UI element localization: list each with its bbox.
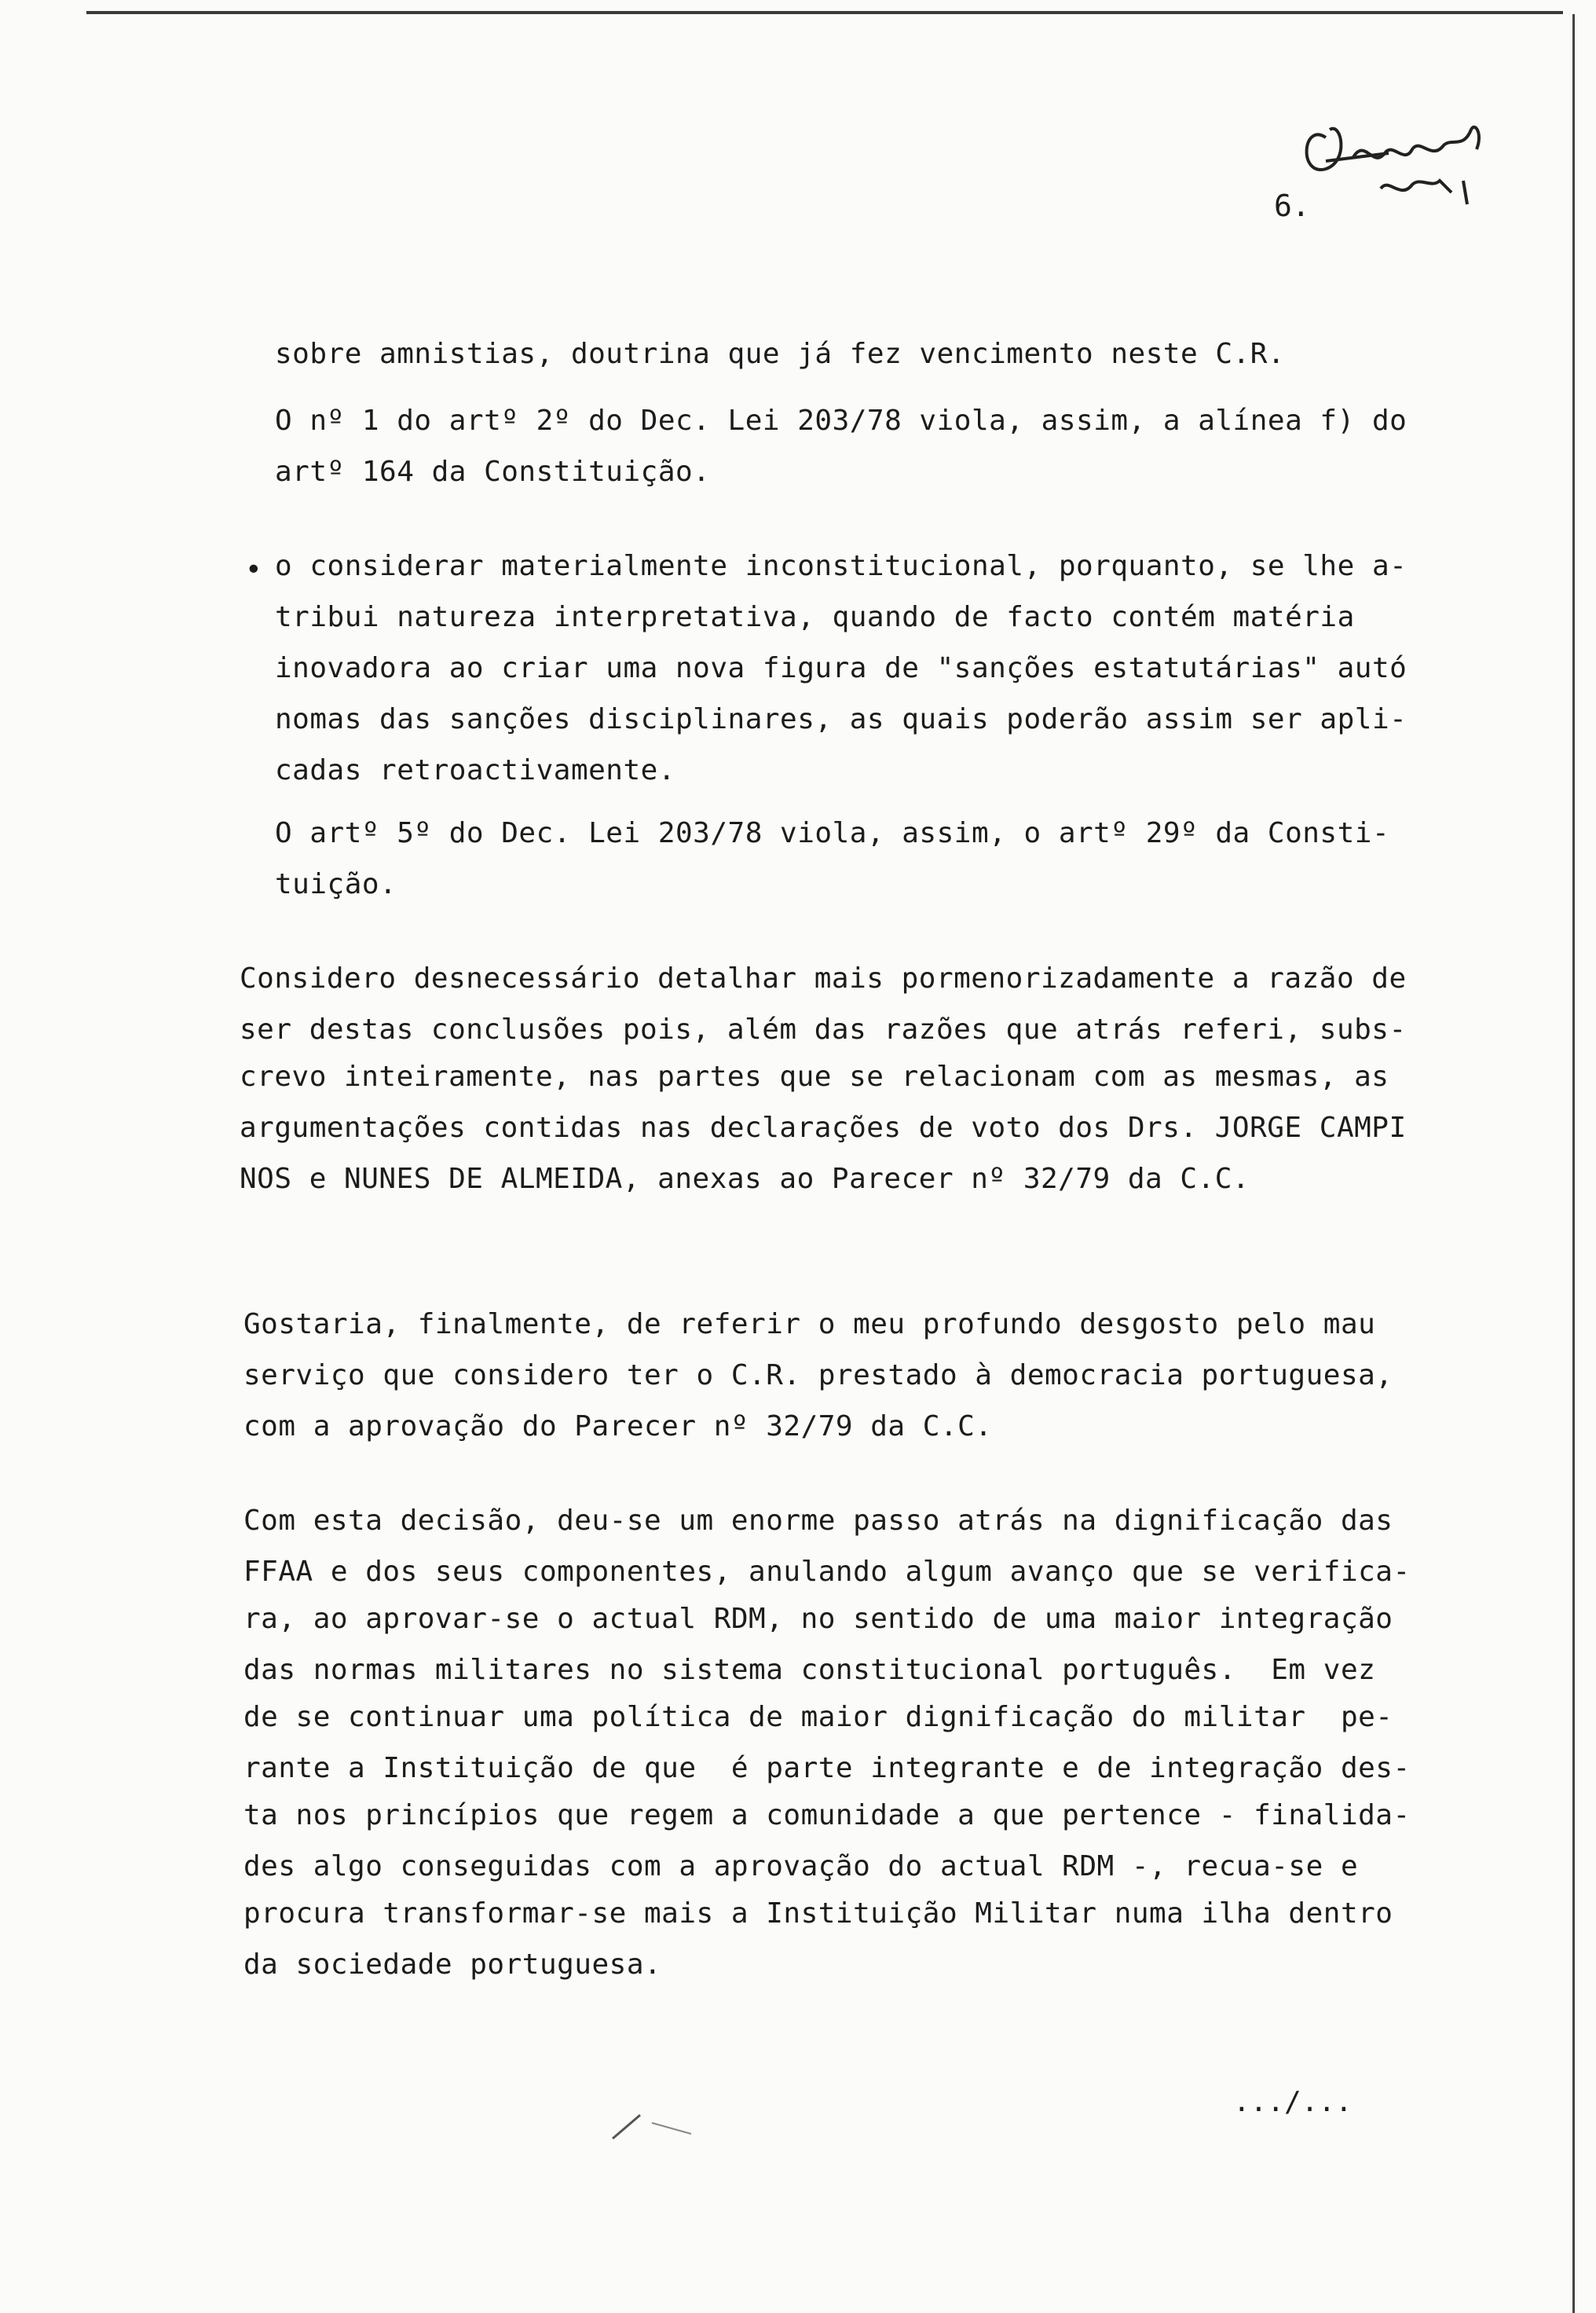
text-line: sobre amnistias, doutrina que já fez vencimento neste C.R.: [275, 338, 1286, 370]
text-line: des algo conseguidas com a aprovação do actual RDM -, recua-se e: [243, 1850, 1359, 1882]
text-line: FFAA e dos seus componentes, anulando algum avanço que se verifica-: [243, 1556, 1411, 1588]
page-number: 6.: [1274, 189, 1310, 223]
text-line: da sociedade portuguesa.: [243, 1948, 662, 1981]
right-edge-line: [1572, 14, 1575, 2313]
text-line: o considerar materialmente inconstitucional, porquanto, se lhe a-: [275, 550, 1407, 582]
text-line: com a aprovação do Parecer nº 32/79 da C.C.: [243, 1410, 993, 1442]
pen-stroke-mark: [605, 2106, 715, 2145]
text-line: O artº 5º do Dec. Lei 203/78 viola, assim, o artº 29º da Consti-: [275, 817, 1390, 849]
top-edge-line: [86, 11, 1563, 14]
text-line: tuição.: [275, 868, 397, 900]
text-line: crevo inteiramente, nas partes que se relacionam com as mesmas, as: [240, 1061, 1389, 1093]
text-line: das normas militares no sistema constitucional português. Em vez: [243, 1654, 1376, 1686]
text-line: ra, ao aprovar-se o actual RDM, no sentido de uma maior integração: [243, 1603, 1393, 1635]
text-line: tribui natureza interpretativa, quando de facto contém matéria: [275, 601, 1355, 633]
text-line: O nº 1 do artº 2º do Dec. Lei 203/78 viola, assim, a alínea f) do: [275, 405, 1407, 437]
continuation-mark: .../...: [1233, 2086, 1353, 2118]
text-line: Gostaria, finalmente, de referir o meu profundo desgosto pelo mau: [243, 1308, 1376, 1340]
text-line: procura transformar-se mais a Instituição Militar numa ilha dentro: [243, 1897, 1393, 1930]
text-line: argumentações contidas nas declarações de voto dos Drs. JORGE CAMPI: [240, 1112, 1407, 1144]
text-line: inovadora ao criar uma nova figura de "sanções estatutárias" autó: [275, 652, 1407, 684]
bullet-mark: •: [245, 554, 262, 586]
text-line: de se continuar uma política de maior dignificação do militar pe-: [243, 1701, 1393, 1733]
text-line: serviço que considero ter o C.R. prestado à democracia portuguesa,: [243, 1359, 1393, 1391]
text-line: artº 164 da Constituição.: [275, 456, 711, 488]
text-line: rante a Instituição de que é parte integrante e de integração des-: [243, 1752, 1411, 1784]
text-line: Considero desnecessário detalhar mais pormenorizadamente a razão de: [240, 962, 1407, 995]
text-line: ta nos princípios que regem a comunidade a que pertence - finalida-: [243, 1799, 1411, 1831]
text-line: nomas das sanções disciplinares, as quais poderão assim ser apli-: [275, 703, 1407, 735]
text-line: NOS e NUNES DE ALMEIDA, anexas ao Parecer nº 32/79 da C.C.: [240, 1163, 1250, 1195]
text-line: ser destas conclusões pois, além das razões que atrás referi, subs-: [240, 1014, 1407, 1046]
text-line: Com esta decisão, deu-se um enorme passo atrás na dignificação das: [243, 1505, 1393, 1537]
text-line: cadas retroactivamente.: [275, 754, 675, 786]
handwritten-signature: [1294, 106, 1499, 224]
